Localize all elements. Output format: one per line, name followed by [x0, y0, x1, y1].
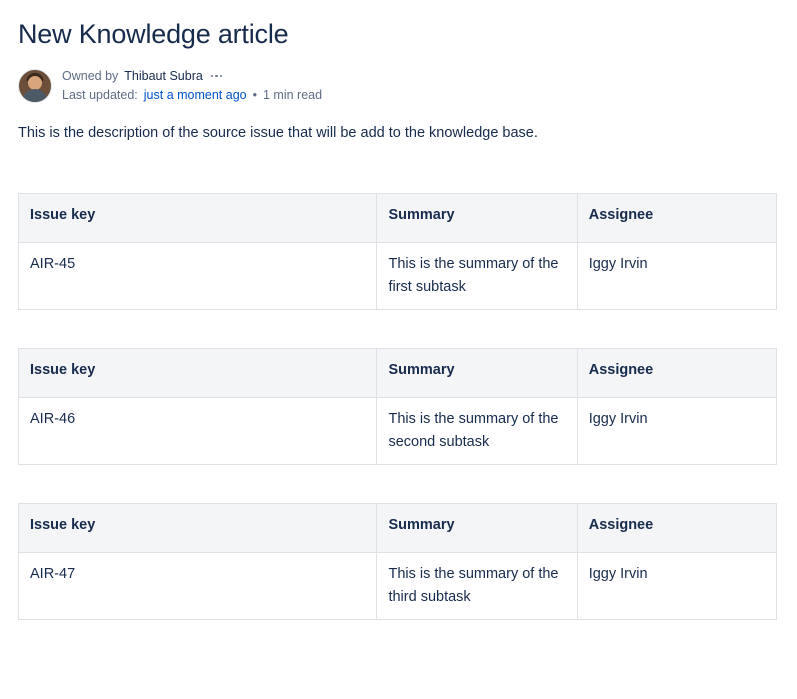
column-header-issue-key: Issue key	[19, 349, 377, 398]
byline-separator: •	[252, 88, 257, 102]
cell-issue-key: AIR-47	[19, 553, 377, 620]
owner-prefix-label: Owned by	[62, 69, 119, 83]
table-header-row	[19, 349, 777, 398]
byline-text	[62, 68, 322, 103]
avatar-face	[28, 76, 42, 90]
content-spacer	[18, 165, 777, 193]
column-header-assignee: Assignee	[577, 504, 776, 553]
column-header-issue-key: Issue key	[19, 504, 377, 553]
cell-summary: This is the summary of the third subtask	[377, 553, 577, 620]
subtask-table-3	[18, 503, 777, 620]
avatar	[18, 69, 52, 103]
column-header-assignee: Assignee	[577, 194, 776, 243]
table-header-row	[19, 194, 777, 243]
last-updated-value[interactable]: just a moment ago	[143, 88, 247, 102]
cell-issue-key: AIR-45	[19, 243, 377, 310]
more-horizontal-icon[interactable]	[209, 75, 225, 78]
column-header-assignee: Assignee	[577, 349, 776, 398]
subtask-table-1	[18, 193, 777, 310]
table-header-row	[19, 504, 777, 553]
article-description: This is the description of the source issue that will be add to the knowledge base.	[18, 125, 538, 141]
subtask-table-2	[18, 348, 777, 465]
last-updated-label: Last updated:	[62, 88, 138, 102]
owner-name: Thibaut Subra	[124, 69, 203, 83]
table-row	[19, 398, 777, 465]
table-row	[19, 243, 777, 310]
cell-assignee: Iggy Irvin	[577, 398, 776, 465]
column-header-summary: Summary	[377, 194, 577, 243]
cell-summary: This is the summary of the first subtask	[377, 243, 577, 310]
page-title: New Knowledge article	[18, 19, 289, 49]
column-header-summary: Summary	[377, 504, 577, 553]
cell-summary: This is the summary of the second subtask	[377, 398, 577, 465]
cell-issue-key: AIR-46	[19, 398, 377, 465]
read-time: 1 min read	[263, 88, 323, 102]
updated-row	[62, 87, 322, 103]
cell-assignee: Iggy Irvin	[577, 553, 776, 620]
table-row	[19, 553, 777, 620]
column-header-summary: Summary	[377, 349, 577, 398]
owner-row	[62, 68, 322, 84]
avatar-body	[22, 89, 48, 102]
cell-assignee: Iggy Irvin	[577, 243, 776, 310]
column-header-issue-key: Issue key	[19, 194, 377, 243]
article-byline	[18, 68, 777, 103]
